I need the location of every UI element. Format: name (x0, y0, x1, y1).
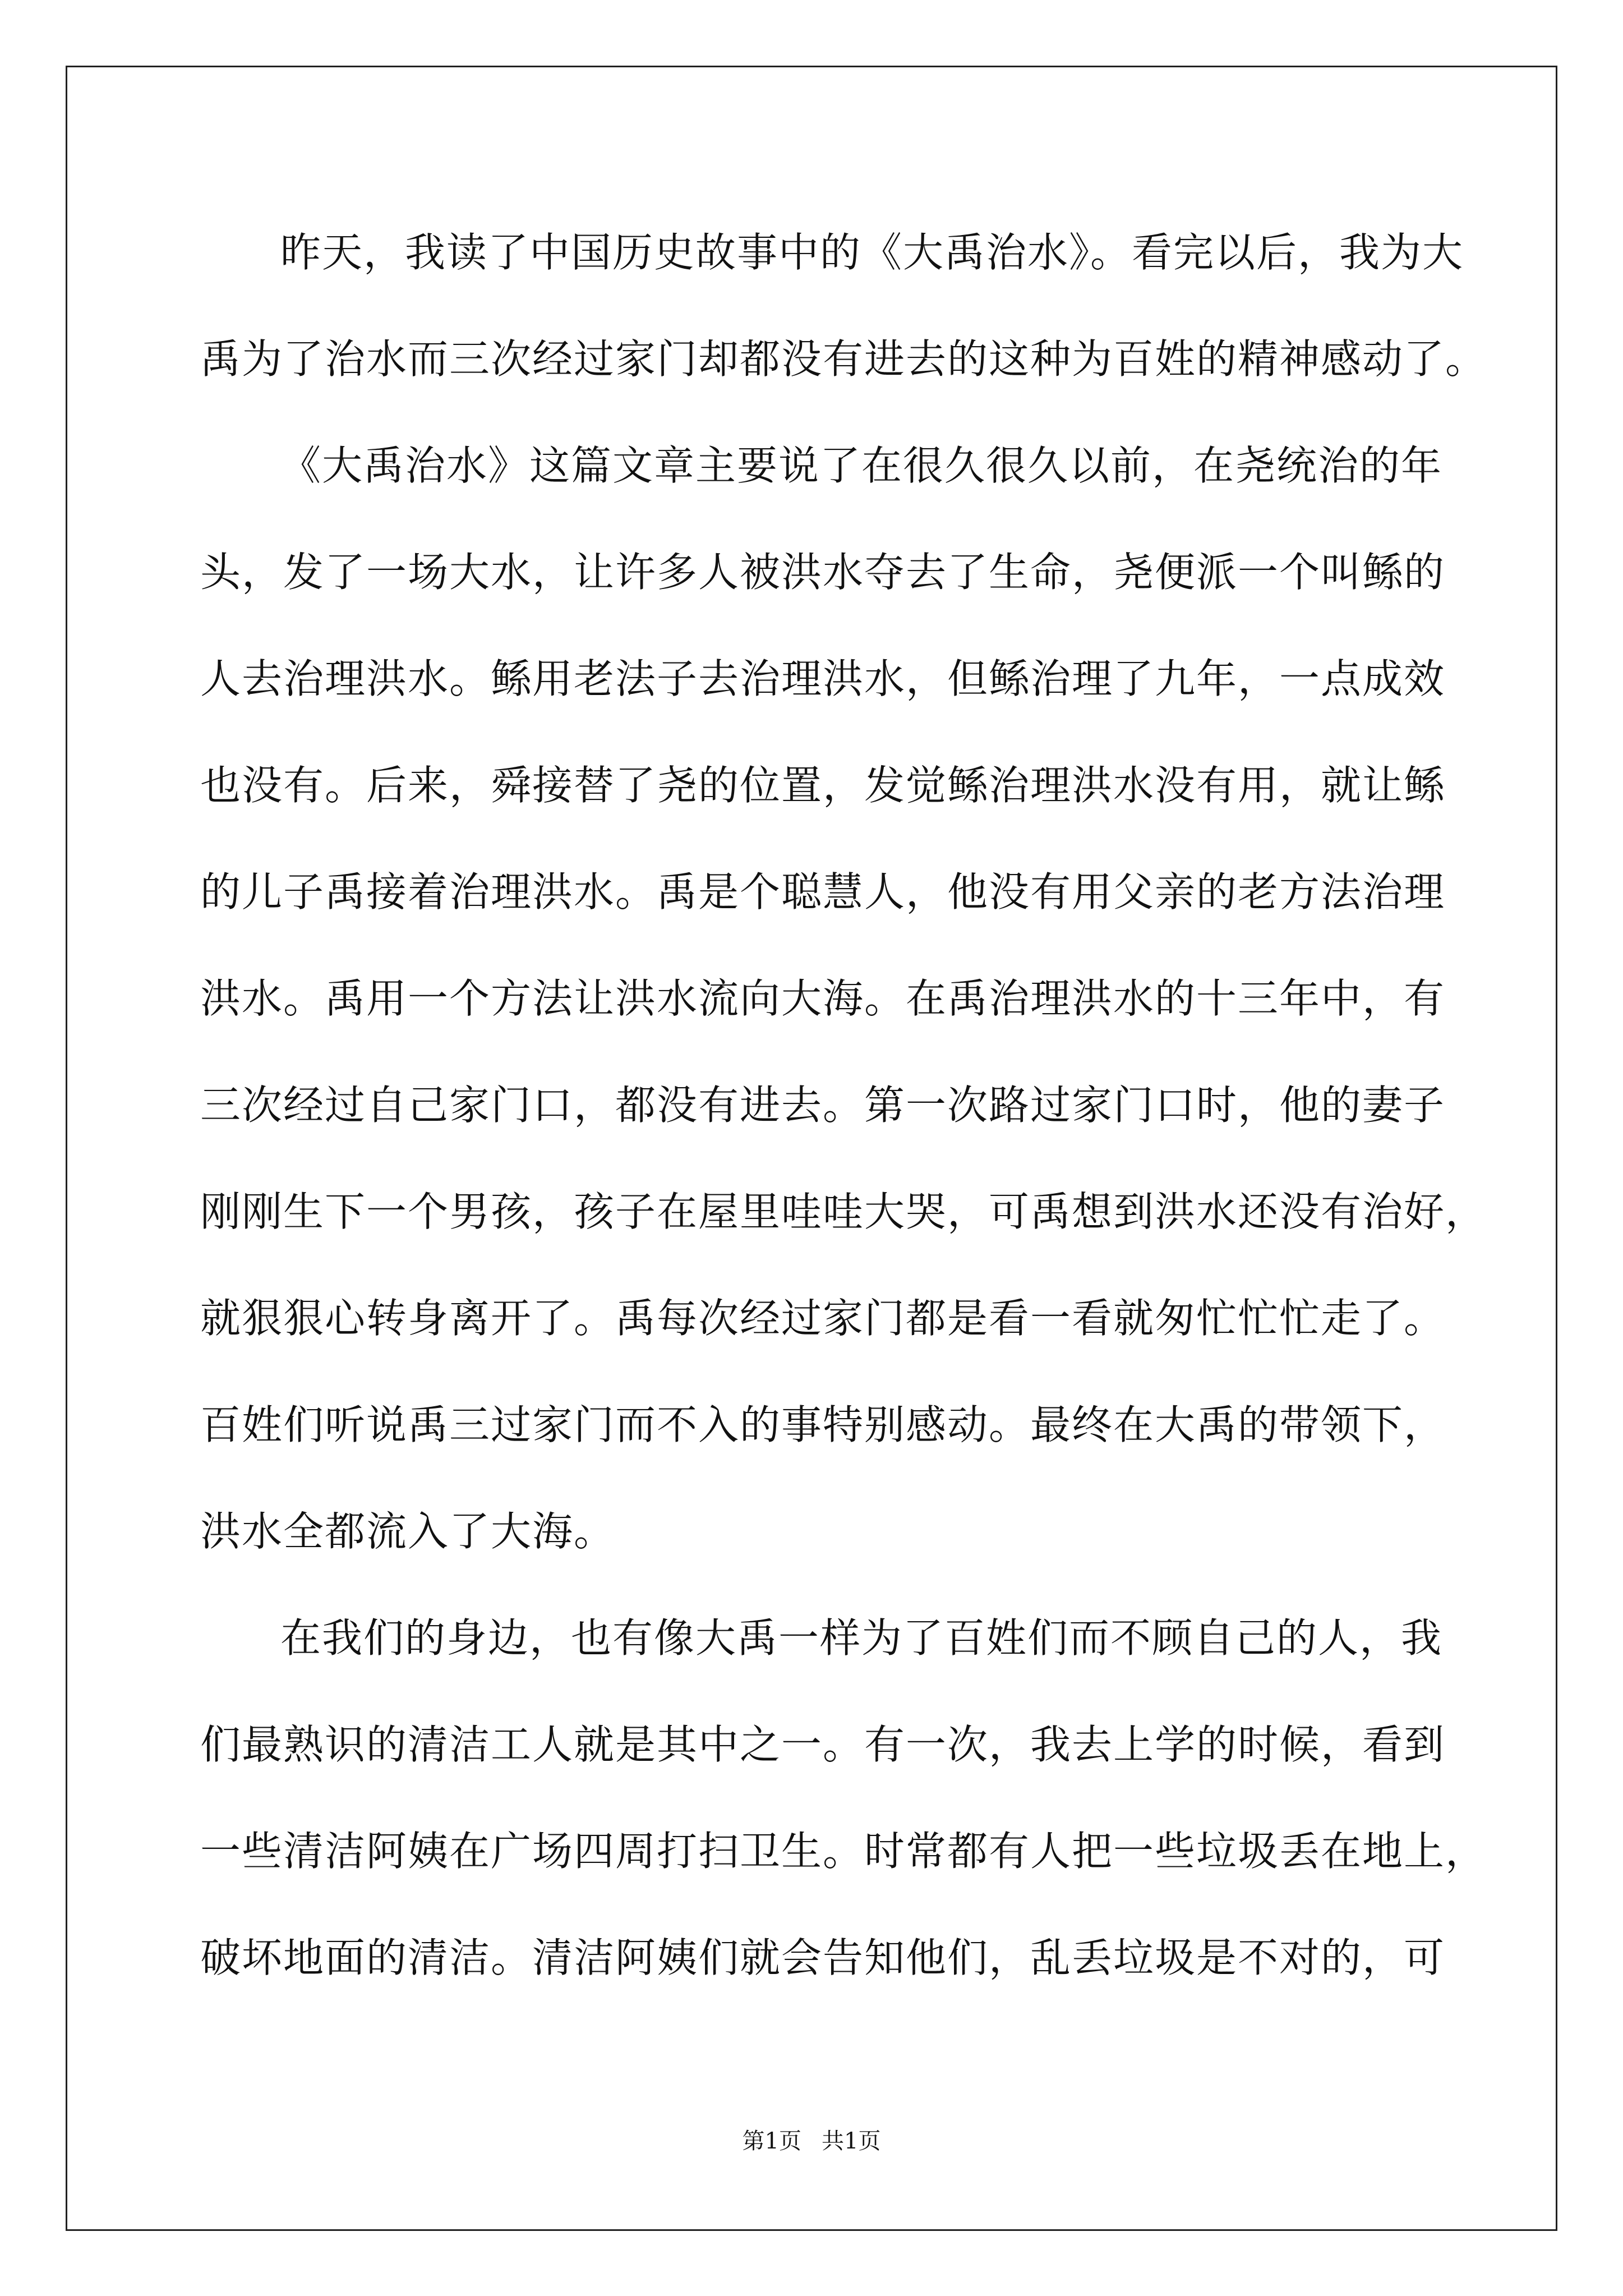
paragraph-line: 在我们的身边，也有像大禹一样为了百姓们而不顾自己的人，我 (280, 1614, 1443, 1662)
paragraph-line: 们最熟识的清洁工人就是其中之一。有一次，我去上学的时候，看到 (200, 1721, 1446, 1768)
paragraph-line: 昨天，我读了中国历史故事中的《大禹治水》。看完以后，我为大 (280, 229, 1464, 276)
paragraph-line: 也没有。后来，舜接替了尧的位置，发觉鲧治理洪水没有用，就让鲧 (200, 762, 1446, 809)
paragraph-line: 破坏地面的清洁。清洁阿姨们就会告知他们，乱丢垃圾是不对的，可 (200, 1934, 1446, 1981)
paragraph-line: 就狠狠心转身离开了。禹每次经过家门都是看一看就匆忙忙忙走了。 (200, 1295, 1446, 1342)
paragraph-line: 三次经过自己家门口，都没有进去。第一次路过家门口时，他的妻子 (200, 1082, 1446, 1129)
paragraph-line: 百姓们听说禹三过家门而不入的事特别感动。最终在大禹的带领下， (200, 1401, 1446, 1448)
paragraph-line: 禹为了治水而三次经过家门却都没有进去的这种为百姓的精神感动了。 (200, 335, 1487, 383)
paragraph-line: 一些清洁阿姨在广场四周打扫卫生。时常都有人把一些垃圾丢在地上， (200, 1828, 1487, 1875)
document-body (200, 216, 1487, 2028)
paragraph-line: 的儿子禹接着治理洪水。禹是个聪慧人，他没有用父亲的老方法治理 (200, 868, 1446, 915)
page-number: 第1页 (742, 2128, 801, 2154)
paragraph-line: 《大禹治水》这篇文章主要说了在很久很久以前，在尧统治的年 (280, 442, 1443, 489)
paragraph-line: 洪水。禹用一个方法让洪水流向大海。在禹治理洪水的十三年中，有 (200, 975, 1446, 1022)
paragraph-line: 人去治理洪水。鲧用老法子去治理洪水，但鲧治理了九年，一点成效 (200, 655, 1446, 702)
paragraph-line: 头，发了一场大水，让许多人被洪水夺去了生命，尧便派一个叫鲧的 (200, 549, 1446, 596)
page-total: 共1页 (822, 2128, 881, 2154)
paragraph-line: 洪水全都流入了大海。 (200, 1508, 616, 1555)
page-footer (0, 2127, 1623, 2155)
paragraph-line: 刚刚生下一个男孩，孩子在屋里哇哇大哭，可禹想到洪水还没有治好， (200, 1188, 1487, 1235)
